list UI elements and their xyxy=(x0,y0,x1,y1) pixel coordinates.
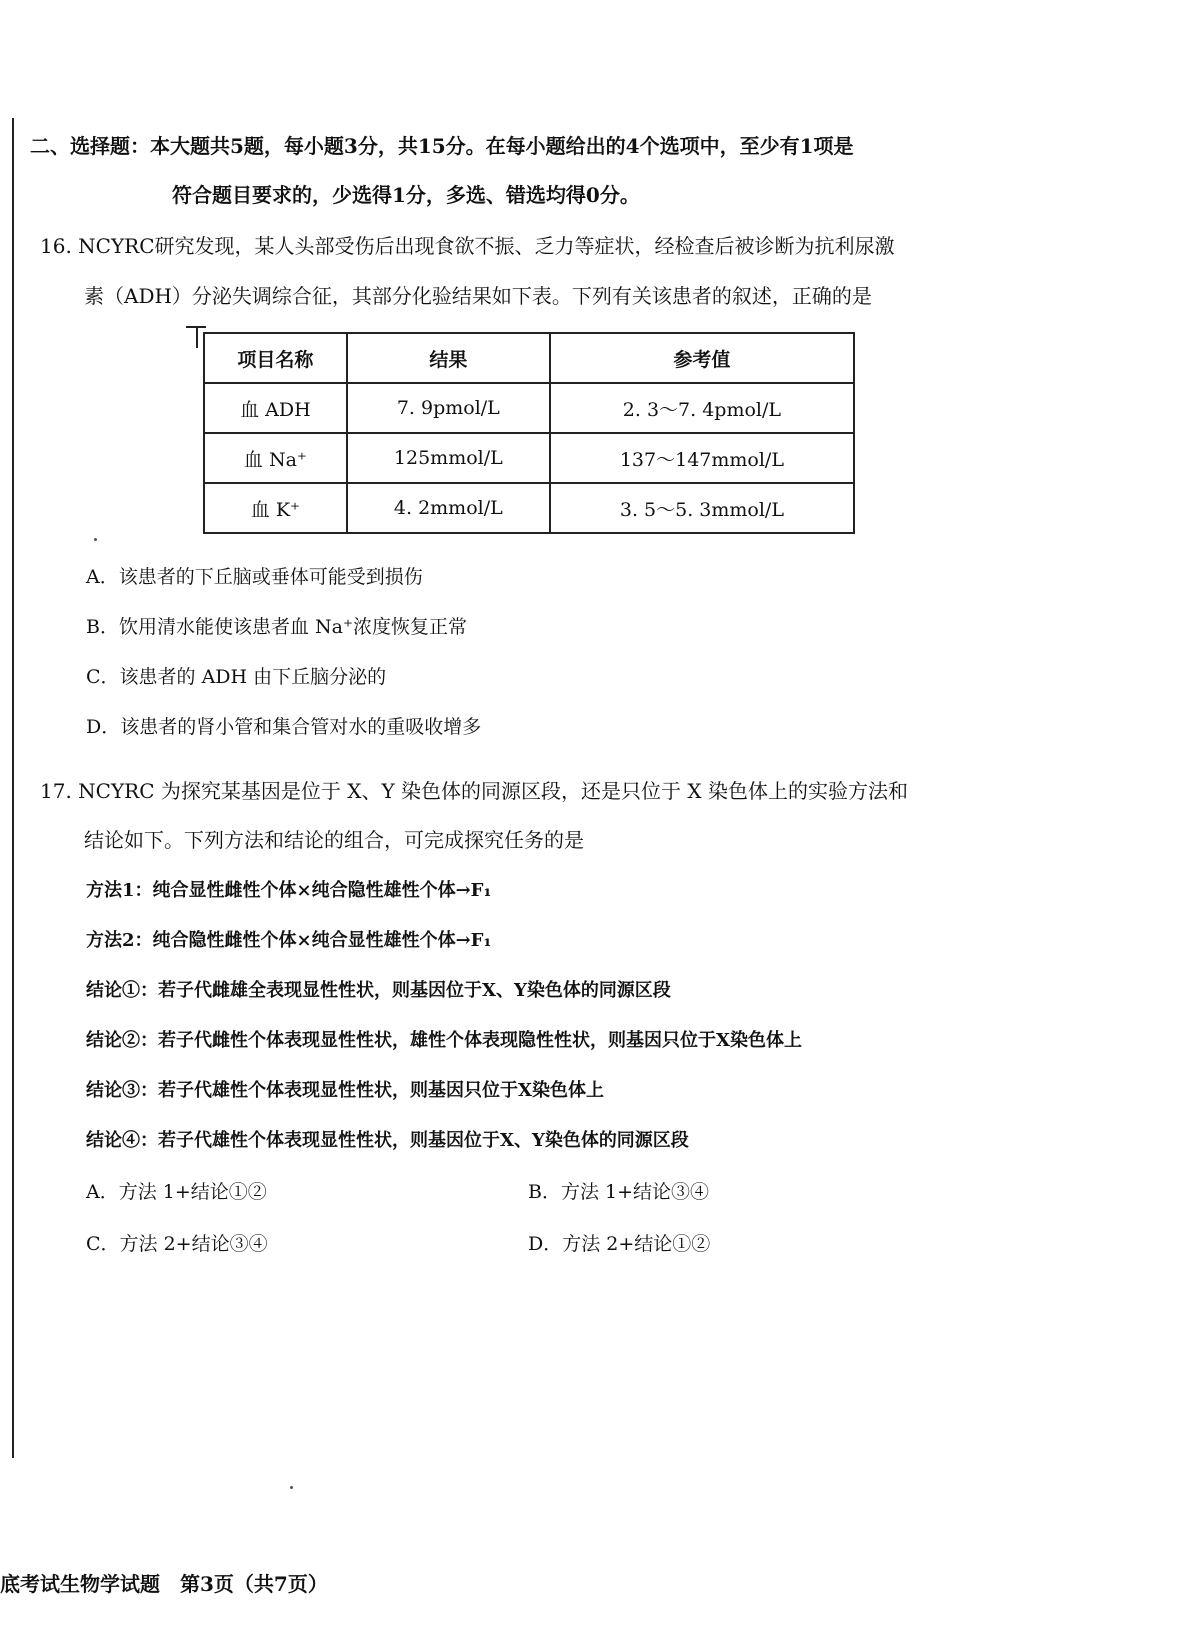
table-cell: 137～147mmol/L xyxy=(550,433,854,483)
table-corner-mark xyxy=(196,326,198,348)
q16-option-c: C．该患者的 ADH 由下丘脑分泌的 xyxy=(86,666,387,688)
conclusion-4: 结论④：若子代雄性个体表现显性性状，则基因位于X、Y染色体的同源区段 xyxy=(86,1130,689,1151)
q17-option-d: D．方法 2+结论①② xyxy=(528,1233,711,1255)
q16-option-b: B．饮用清水能使该患者血 Na⁺浓度恢复正常 xyxy=(86,616,467,638)
table-cell: 血 Na⁺ xyxy=(204,433,347,483)
method-1: 方法1：纯合显性雌性个体×纯合隐性雄性个体→F₁ xyxy=(86,880,492,901)
method-2: 方法2：纯合隐性雌性个体×纯合显性雄性个体→F₁ xyxy=(86,930,492,951)
table-row xyxy=(204,433,854,483)
header-item-name: 项目名称 xyxy=(204,333,347,383)
conclusion-2: 结论②：若子代雌性个体表现显性性状，雄性个体表现隐性性状，则基因只位于X染色体上 xyxy=(86,1030,802,1051)
table-cell: 125mmol/L xyxy=(347,433,550,483)
header-reference: 参考值 xyxy=(550,333,854,383)
q17-option-c: C．方法 2+结论③④ xyxy=(86,1233,268,1255)
section-heading-line1: 二、选择题：本大题共5题，每小题3分，共15分。在每小题给出的4个选项中，至少有1项是 xyxy=(30,134,854,158)
question-17-stem-line2: 结论如下。下列方法和结论的组合，可完成探究任务的是 xyxy=(84,828,584,852)
table-cell: 血 ADH xyxy=(204,383,347,433)
conclusion-3: 结论③：若子代雄性个体表现显性性状，则基因只位于X染色体上 xyxy=(86,1080,604,1101)
table-row xyxy=(204,483,854,533)
table-corner-mark xyxy=(186,326,206,328)
q17-option-b: B．方法 1+结论③④ xyxy=(528,1181,710,1203)
question-16-stem-line2: 素（ADH）分泌失调综合征，其部分化验结果如下表。下列有关该患者的叙述，正确的是 xyxy=(84,284,872,308)
header-result: 结果 xyxy=(347,333,550,383)
scan-speck xyxy=(94,538,97,541)
table-cell: 7. 9pmol/L xyxy=(347,383,550,433)
page-margin-rule xyxy=(12,118,14,1458)
table-row xyxy=(204,383,854,433)
lab-results-table xyxy=(203,332,855,534)
question-16-stem-line1: 16. NCYRC研究发现，某人头部受伤后出现食欲不振、乏力等症状，经检查后被诊断为抗利尿激 xyxy=(40,234,895,258)
table-cell: 3. 5～5. 3mmol/L xyxy=(550,483,854,533)
table-header-row xyxy=(204,333,854,383)
q16-option-d: D．该患者的肾小管和集合管对水的重吸收增多 xyxy=(86,716,482,738)
section-heading-line2: 符合题目要求的，少选得1分，多选、错选均得0分。 xyxy=(172,183,640,207)
q17-option-a: A．方法 1+结论①② xyxy=(86,1181,267,1203)
table-cell: 2. 3～7. 4pmol/L xyxy=(550,383,854,433)
table-cell: 4. 2mmol/L xyxy=(347,483,550,533)
conclusion-1: 结论①：若子代雌雄全表现显性性状，则基因位于X、Y染色体的同源区段 xyxy=(86,980,671,1001)
question-17-stem-line1: 17. NCYRC 为探究某基因是位于 X、Y 染色体的同源区段，还是只位于 X 染色体上的实验方法和 xyxy=(40,779,908,803)
q16-option-a: A．该患者的下丘脑或垂体可能受到损伤 xyxy=(86,566,423,588)
table-cell: 血 K⁺ xyxy=(204,483,347,533)
scan-speck xyxy=(290,1486,293,1489)
page-footer: 底考试生物学试题 第3页（共7页） xyxy=(0,1572,328,1596)
